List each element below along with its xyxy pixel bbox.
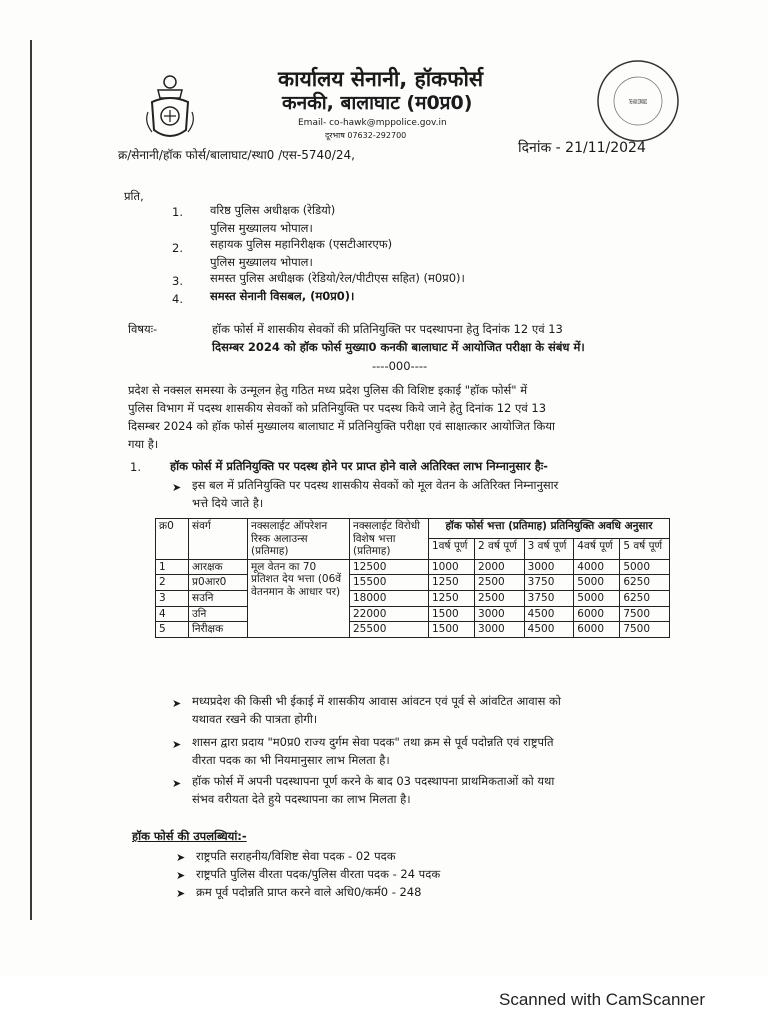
left-margin-line xyxy=(30,40,32,920)
office-title: कार्यालय सेनानी, हॉकफोर्स xyxy=(278,67,484,91)
row-special: 25500 xyxy=(350,622,429,638)
header-risk-allowance: नक्सलाईट ऑपरेशन रिस्क अलाउन्स (प्रतिमाह) xyxy=(248,519,350,560)
para-line2: पुलिस विभाग में पदस्थ शासकीय सेवकों को प्रतिनियुक्ति पर पदस्थ किये जाने हेतु दिनांक 12 एवं 13 xyxy=(128,401,547,415)
para-line4: गया है। xyxy=(128,437,159,451)
header-special-allowance: नक्सलाईट विरोधी विशेष भत्ता (प्रतिमाह) xyxy=(350,519,429,560)
office-phone: दूरभाष 07632-292700 xyxy=(325,131,407,140)
header-sno: क्र0 xyxy=(156,519,189,560)
recipient-4-line1: समस्त सेनानी विसबल, (म0प्र0)। xyxy=(210,289,355,303)
allowance-table xyxy=(155,518,670,638)
bullet1-line1: मध्यप्रदेश की किसी भी ईकाई में शासकीय आवास आंवटन एवं पूर्व से आंवटित आवास को xyxy=(192,694,561,708)
row-y4: 4000 xyxy=(574,559,620,575)
recipient-1-num: 1. xyxy=(172,205,183,219)
table-row xyxy=(156,622,670,638)
table-header-row-1 xyxy=(156,519,670,539)
office-email: Email- co-hawk@mppolice.gov.in xyxy=(298,118,447,128)
camscanner-watermark: Scanned with CamScanner xyxy=(499,990,706,1009)
table-row xyxy=(156,575,670,591)
row-y3: 3750 xyxy=(524,575,574,591)
office-place: कनकी, बालाघाट (म0प्र0) xyxy=(282,92,473,114)
row-special: 22000 xyxy=(350,606,429,622)
row-sno: 2 xyxy=(156,575,189,591)
arrow-bullet-icon: ➤ xyxy=(172,481,182,494)
arrow-bullet-icon: ➤ xyxy=(176,851,186,864)
header-cadre: संवर्ग xyxy=(189,519,248,560)
achievement-item: क्रम पूर्व पदोन्नति प्राप्त करने वाले अधि0/कर्म0 - 248 xyxy=(196,885,422,899)
row-cadre: निरीक्षक xyxy=(189,622,248,638)
row-cadre: प्र0आर0 xyxy=(189,575,248,591)
row-y1: 1500 xyxy=(429,606,475,622)
bullet1-line2: यथावत रखने की पात्रता होगी। xyxy=(192,712,318,726)
row-y5: 5000 xyxy=(620,559,670,575)
reference-number: क्र/सेनानी/हॉक फोर्स/बालाघाट/स्था0 /एस-5740/24, xyxy=(118,148,355,162)
section1-bullet-line2: भत्ते दिये जाते है। xyxy=(192,496,264,510)
row-cadre: आरक्षक xyxy=(189,559,248,575)
arrow-bullet-icon: ➤ xyxy=(172,777,182,790)
row-y2: 2500 xyxy=(475,590,525,606)
subject-separator: ----000---- xyxy=(372,359,428,373)
table-row xyxy=(156,606,670,622)
row-y3: 3000 xyxy=(524,559,574,575)
header-year3: 3 वर्ष पूर्ण xyxy=(524,539,574,559)
row-y3: 4500 xyxy=(524,622,574,638)
recipient-1-line2: पुलिस मुख्यालय भोपाल। xyxy=(210,221,313,235)
recipient-1-line1: वरिष्ठ पुलिस अधीक्षक (रेडियो) xyxy=(210,203,336,217)
header-year2: 2 वर्ष पूर्ण xyxy=(475,539,525,559)
subject-line1: हॉक फोर्स में शासकीय सेवकों की प्रतिनियुक्ति पर पदस्थापना हेतु दिनांक 12 एवं 13 xyxy=(212,322,563,336)
row-cadre: सउनि xyxy=(189,590,248,606)
bullet3-line1: हॉक फोर्स में अपनी पदस्थापना पूर्ण करने के बाद 03 पदस्थापना प्राथमिकताओं को यथा xyxy=(192,774,555,788)
row-y1: 1500 xyxy=(429,622,475,638)
row-y2: 2000 xyxy=(475,559,525,575)
subject-label: विषयः- xyxy=(128,322,158,336)
recipient-2-line2: पुलिस मुख्यालय भोपाल। xyxy=(210,255,313,269)
header-year5: 5 वर्ष पूर्ण xyxy=(620,539,670,559)
recipient-3-num: 3. xyxy=(172,274,183,288)
row-y4: 5000 xyxy=(574,575,620,591)
row-y1: 1000 xyxy=(429,559,475,575)
mp-police-emblem-icon xyxy=(140,72,200,144)
row-sno: 4 xyxy=(156,606,189,622)
row-y3: 3750 xyxy=(524,590,574,606)
row-special: 18000 xyxy=(350,590,429,606)
prati-label: प्रति, xyxy=(124,189,144,203)
row-sno: 5 xyxy=(156,622,189,638)
arrow-bullet-icon: ➤ xyxy=(176,869,186,882)
recipient-2-num: 2. xyxy=(172,241,183,255)
para-line1: प्रदेश से नक्सल समस्या के उन्मूलन हेतु गठित मध्य प्रदेश पुलिस की विशिष्ट इकाई "हॉक फोर्स" में xyxy=(128,383,528,397)
recipient-3-line1: समस्त पुलिस अधीक्षक (रेडियो/रेल/पीटीएस सहित) (म0प्र0)। xyxy=(210,271,465,285)
row-y4: 6000 xyxy=(574,622,620,638)
row-y5: 6250 xyxy=(620,575,670,591)
achievement-item: राष्ट्रपति पुलिस वीरता पदक/पुलिस वीरता पदक - 24 पदक xyxy=(196,867,441,881)
subject-line2: दिसम्बर 2024 को हॉक फोर्स मुख्या0 कनकी बालाघाट में आयोजित परीक्षा के संबंध में। xyxy=(212,340,585,354)
row-y4: 6000 xyxy=(574,606,620,622)
arrow-bullet-icon: ➤ xyxy=(172,697,182,710)
section1-bullet-line1: इस बल में प्रतिनियुक्ति पर पदस्थ शासकीय सेवकों को मूल वेतन के अतिरिक्त निम्नानुसार xyxy=(192,478,559,492)
risk-allowance-note: मूल वेतन का 70 प्रतिशत देय भत्ता (06वें वेतनमान के आधार पर) xyxy=(248,559,350,637)
row-y2: 3000 xyxy=(475,606,525,622)
section1-title: हॉक फोर्स में प्रतिनियुक्ति पर पदस्थ होने पर प्राप्त होने वाले अतिरिक्त लाभ निम्नानुसार हैः- xyxy=(170,459,548,473)
recipient-4-num: 4. xyxy=(172,292,183,306)
row-y5: 7500 xyxy=(620,606,670,622)
row-y2: 2500 xyxy=(475,575,525,591)
achievement-item: राष्ट्रपति सराहनीय/विशिष्ट सेवा पदक - 02 पदक xyxy=(196,849,396,863)
arrow-bullet-icon: ➤ xyxy=(172,738,182,751)
seal-text: THE HAWK COMMANDO xyxy=(628,98,648,106)
row-y2: 3000 xyxy=(475,622,525,638)
header-hawk-allowance: हॉक फोर्स भत्ता (प्रतिमाह) प्रतिनियुक्ति अवधि अनुसार xyxy=(429,519,670,539)
row-y1: 1250 xyxy=(429,590,475,606)
row-cadre: उनि xyxy=(189,606,248,622)
recipient-2-line1: सहायक पुलिस महानिरीक्षक (एसटीआरएफ) xyxy=(210,237,393,251)
achievements-title: हॉक फोर्स की उपलब्धियां:- xyxy=(132,829,247,843)
row-y5: 7500 xyxy=(620,622,670,638)
row-y4: 5000 xyxy=(574,590,620,606)
row-sno: 1 xyxy=(156,559,189,575)
arrow-bullet-icon: ➤ xyxy=(176,887,186,900)
header-year4: 4वर्ष पूर्ण xyxy=(574,539,620,559)
row-y3: 4500 xyxy=(524,606,574,622)
row-sno: 3 xyxy=(156,590,189,606)
row-y5: 6250 xyxy=(620,590,670,606)
hawk-commando-seal-icon xyxy=(595,58,681,144)
bullet3-line2: संभव वरीयता देते हुये पदस्थापना का लाभ मिलता है। xyxy=(192,792,411,806)
header-year1: 1वर्ष पूर्ण xyxy=(429,539,475,559)
row-special: 12500 xyxy=(350,559,429,575)
letter-date: दिनांक - 21/11/2024 xyxy=(518,140,646,156)
row-special: 15500 xyxy=(350,575,429,591)
bullet2-line2: वीरता पदक का भी नियमानुसार लाभ मिलता है। xyxy=(192,753,390,767)
bullet2-line1: शासन द्वारा प्रदाय "म0प्र0 राज्य दुर्गम सेवा पदक" तथा क्रम से पूर्व पदोन्नति एवं राष्ट्रपति xyxy=(192,735,554,749)
table-row xyxy=(156,590,670,606)
section1-num: 1. xyxy=(130,460,141,474)
table-row xyxy=(156,559,670,575)
para-line3: दिसम्बर 2024 को हॉक फोर्स मुख्यालय बालाघाट में प्रतिनियुक्ति परीक्षा एवं साक्षात्कार आयोजित किया xyxy=(128,419,556,433)
row-y1: 1250 xyxy=(429,575,475,591)
